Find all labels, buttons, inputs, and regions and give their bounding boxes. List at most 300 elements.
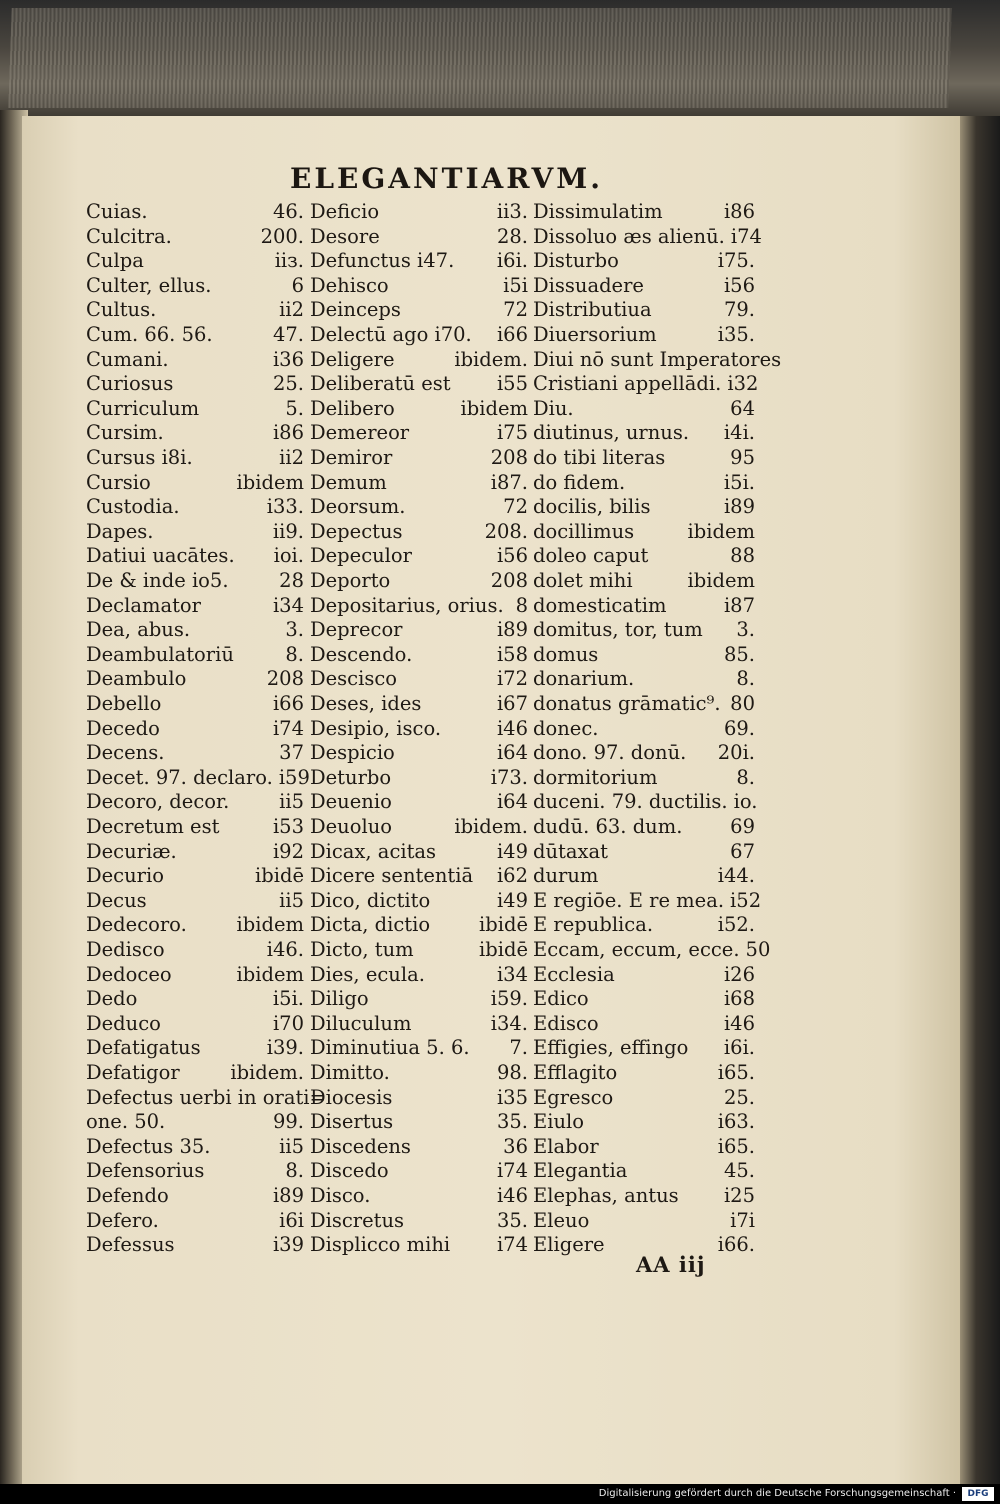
entry-term: Decretum est [86, 815, 220, 838]
index-entry [310, 274, 528, 298]
entry-term: Curriculum [86, 396, 200, 420]
entry-page-ref: i46 [496, 716, 528, 740]
entry-term: dudū. 63. dum. [533, 815, 683, 838]
index-entry [310, 594, 528, 618]
entry-term: Dicere sententiā [310, 864, 474, 888]
entry-term: Disco. [310, 1184, 371, 1207]
index-entry [86, 1036, 304, 1060]
entry-page-ref: i34 [496, 962, 528, 986]
entry-page-ref: 8 [515, 593, 528, 617]
index-entry [533, 1086, 755, 1110]
entry-page-ref: i67 [496, 692, 528, 715]
entry-term: dono. 97. donū. [533, 741, 687, 765]
index-entry [533, 1159, 755, 1183]
index-entry [310, 421, 528, 445]
index-entry [310, 1086, 528, 1110]
entry-term: Defendo [86, 1184, 169, 1207]
index-entry [310, 1233, 528, 1257]
index-entry [533, 790, 758, 814]
index-entry [310, 348, 528, 372]
entry-page-ref: i74 [496, 1159, 528, 1183]
entry-term: Despicio [310, 741, 395, 765]
entry-term: Dapes. [86, 519, 154, 543]
index-entry [533, 643, 755, 667]
entry-page-ref: i75 [496, 421, 528, 445]
index-entry [86, 1012, 304, 1036]
entry-page-ref: i46. [266, 938, 304, 961]
index-entry [310, 840, 528, 864]
entry-page-ref: i32 [727, 372, 759, 396]
entry-page-ref: ii5 [279, 888, 304, 912]
entry-page-ref: i55 [496, 372, 528, 396]
index-entry [533, 840, 755, 864]
entry-page-ref: i62 [496, 864, 528, 888]
entry-page-ref: ibidem [460, 396, 528, 420]
entry-term: durum [533, 864, 599, 888]
entry-page-ref: i73. [490, 765, 528, 789]
entry-term: Diligo [310, 987, 369, 1011]
entry-page-ref: i64 [496, 790, 528, 814]
entry-page-ref: i74 [730, 224, 762, 248]
entry-page-ref: 208 [490, 569, 528, 592]
entry-term: Dedo [86, 987, 138, 1011]
index-entry [86, 298, 304, 322]
index-entry [86, 864, 304, 888]
entry-page-ref: i5i. [272, 987, 304, 1011]
index-entry [533, 766, 755, 790]
entry-page-ref: i6i. [723, 1036, 755, 1060]
entry-page-ref: 85. [723, 642, 755, 666]
entry-term: dormitorium [533, 765, 658, 789]
entry-page-ref: 67 [730, 839, 755, 863]
entry-page-ref: ibidem [236, 913, 304, 937]
index-entry [86, 569, 304, 593]
index-entry [86, 741, 304, 765]
index-entry [86, 1085, 326, 1110]
entry-term: Diminutiua 5. 6. [310, 1036, 470, 1060]
index-entry [86, 938, 304, 962]
index-entry [310, 471, 528, 495]
index-entry [86, 1209, 304, 1233]
index-entry [86, 987, 304, 1011]
entry-term: Decoro, decor. [86, 790, 230, 814]
entry-page-ref: 64 [730, 396, 755, 420]
entry-term: Deorsum. [310, 495, 406, 519]
entry-page-ref: i56 [496, 544, 528, 568]
entry-page-ref: i89 [272, 1184, 304, 1207]
index-entry [86, 667, 304, 691]
entry-page-ref: 208 [490, 446, 528, 469]
index-entry [86, 765, 310, 790]
entry-term: Decedo [86, 716, 160, 740]
entry-term: Deficio [310, 200, 380, 223]
entry-page-ref: ibidē [479, 913, 528, 937]
entry-term: Dicto, tum [310, 938, 414, 961]
entry-term: Depectus [310, 519, 403, 543]
index-entry [533, 594, 755, 618]
entry-page-ref: i5i. [723, 470, 755, 494]
entry-term: Depositarius, orius. [310, 593, 504, 617]
entry-page-ref: 8. [736, 765, 755, 789]
index-entry [533, 888, 762, 913]
index-entry [86, 495, 304, 519]
entry-term: Deuenio [310, 790, 392, 814]
index-entry [86, 692, 304, 716]
index-entry [310, 446, 528, 470]
entry-page-ref: 47. [272, 323, 304, 346]
entry-term: Decus [86, 888, 147, 912]
index-entry [310, 913, 528, 937]
entry-term: do fidem. [533, 470, 626, 494]
entry-term: Diui nō sunt Imperatores [533, 347, 782, 371]
index-entry [533, 1184, 755, 1208]
entry-term: do tibi literas [533, 446, 666, 469]
index-entry [86, 963, 304, 987]
entry-page-ref: 99. [272, 1110, 304, 1134]
entry-page-ref: i65. [717, 1134, 755, 1158]
index-entry [310, 1110, 528, 1134]
entry-term: Deinceps [310, 298, 401, 322]
entry-term: domesticatim [533, 593, 667, 617]
entry-term: Cursus i8i. [86, 446, 193, 469]
index-entry [86, 717, 304, 741]
entry-term: Defunctus i47. [310, 249, 455, 273]
entry-page-ref: iiз. [274, 249, 304, 273]
index-entry [533, 963, 755, 987]
index-entry [533, 421, 755, 445]
entry-page-ref: ibidem [687, 519, 755, 543]
entry-page-ref: i7i [730, 1208, 755, 1232]
entry-page-ref: 72 [503, 298, 528, 322]
entry-term: Elegantia [533, 1159, 628, 1183]
index-entry [310, 520, 528, 544]
index-entry [310, 815, 528, 839]
entry-page-ref: i46 [496, 1184, 528, 1207]
index-entry [533, 913, 755, 937]
entry-page-ref: i74 [496, 1233, 528, 1257]
index-entry [533, 372, 759, 396]
entry-term: Deses, ides [310, 692, 422, 715]
signature-mark: AA iij [636, 1252, 706, 1277]
entry-page-ref: 5. [285, 396, 304, 420]
dfg-logo-icon: DFG [962, 1487, 994, 1501]
entry-term: donarium. [533, 667, 635, 691]
entry-term: docillimus [533, 519, 635, 543]
entry-page-ref: i44. [717, 864, 755, 888]
entry-term: Distributiua [533, 298, 652, 322]
entry-term: Defatigatus [86, 1036, 201, 1060]
entry-term: Curiosus [86, 372, 174, 396]
entry-term: Diuersorium [533, 323, 657, 346]
entry-page-ref: 80 [730, 692, 755, 715]
entry-term: Deambulatoriū [86, 642, 234, 666]
index-entry [86, 446, 304, 470]
index-entry [310, 889, 528, 913]
entry-term: Elephas, antus [533, 1184, 679, 1207]
entry-term: Declamator [86, 593, 201, 617]
entry-term: Delectū ago i70. [310, 323, 472, 346]
entry-page-ref: 20i. [717, 741, 755, 765]
entry-page-ref: ibidem. [454, 815, 528, 838]
entry-term: Debello [86, 692, 162, 715]
index-entry [533, 1135, 755, 1159]
entry-page-ref: i72 [496, 667, 528, 691]
index-entry [533, 397, 755, 421]
entry-page-ref: i86 [723, 200, 755, 223]
entry-term: Deligere [310, 347, 395, 371]
entry-page-ref: i33. [266, 495, 304, 519]
entry-term: Diocesis [310, 1085, 393, 1109]
index-entry [86, 1110, 304, 1134]
entry-term: Cursio [86, 470, 151, 494]
index-entry [533, 471, 755, 495]
entry-term: Discedo [310, 1159, 389, 1183]
entry-term: Datiui uacātes. [86, 544, 235, 568]
index-entry [310, 1061, 528, 1085]
entry-page-ref: i53 [272, 815, 304, 838]
index-entry [310, 249, 528, 273]
index-entry [533, 569, 755, 593]
entry-page-ref: ibidem [687, 569, 755, 592]
entry-term: duceni. 79. ductilis. [533, 790, 728, 814]
index-entry [310, 1135, 528, 1159]
entry-term: Decuriæ. [86, 839, 177, 863]
entry-page-ref: ii2 [279, 446, 304, 469]
index-entry [533, 446, 755, 470]
entry-term: Depeculor [310, 544, 412, 568]
index-entry [86, 520, 304, 544]
entry-term: Decurio [86, 864, 164, 888]
entry-page-ref: i87. [490, 470, 528, 494]
entry-term: E regiōe. E re mea. [533, 888, 725, 912]
entry-page-ref: ibidem [236, 470, 304, 494]
entry-term: Defessus [86, 1233, 175, 1257]
entry-page-ref: 79. [723, 298, 755, 322]
entry-page-ref: 208. [484, 519, 528, 543]
entry-term: Dissimulatim [533, 200, 663, 223]
entry-term: Desore [310, 224, 380, 248]
entry-term: Decens. [86, 741, 165, 765]
entry-term: Delibero [310, 396, 395, 420]
entry-term: Dimitto. [310, 1061, 390, 1084]
entry-term: Decet. 97. declaro. [86, 765, 273, 789]
entry-page-ref: i89 [723, 495, 755, 519]
entry-page-ref: 28. [496, 224, 528, 248]
index-entry [310, 1159, 528, 1183]
index-entry [86, 840, 304, 864]
index-entry [533, 815, 755, 839]
entry-page-ref: 8. [285, 642, 304, 666]
entry-page-ref: i59. [490, 987, 528, 1011]
entry-term: Culpa [86, 249, 144, 273]
index-entry [533, 298, 755, 322]
entry-term: Defectus uerbi in orati= [86, 1085, 326, 1109]
entry-page-ref: 25. [272, 372, 304, 396]
index-entry [310, 544, 528, 568]
index-entry [533, 717, 755, 741]
entry-term: Deduco [86, 1011, 161, 1035]
entry-term: Egresco [533, 1085, 614, 1109]
index-entry [86, 594, 304, 618]
entry-term: Defensorius [86, 1159, 205, 1183]
entry-page-ref: i64 [496, 741, 528, 765]
entry-page-ref: 36 [503, 1134, 528, 1158]
entry-term: Dedoceo [86, 962, 172, 986]
entry-page-ref: i39 [272, 1233, 304, 1257]
entry-term: Cuias. [86, 200, 148, 223]
entry-term: Descendo. [310, 642, 413, 666]
index-entry [533, 1012, 755, 1036]
index-entry [310, 225, 528, 249]
entry-page-ref: ibidē [255, 864, 304, 888]
index-entry [310, 766, 528, 790]
entry-page-ref: 37 [279, 741, 304, 765]
index-entry [533, 741, 755, 765]
entry-term: Deuoluo [310, 815, 393, 838]
entry-page-ref: ii5 [279, 1134, 304, 1158]
entry-page-ref: 98. [496, 1061, 528, 1084]
entry-page-ref: 46. [272, 200, 304, 223]
entry-term: doleo caput [533, 544, 649, 568]
index-entry [86, 397, 304, 421]
entry-term: Eligere [533, 1233, 605, 1257]
index-entry [533, 323, 755, 347]
index-entry [310, 692, 528, 716]
entry-page-ref: i4i. [723, 421, 755, 445]
index-entry [86, 274, 304, 298]
entry-term: Disertus [310, 1110, 394, 1134]
entry-term: Disturbo [533, 249, 619, 273]
entry-page-ref: i26 [723, 962, 755, 986]
index-entry [310, 741, 528, 765]
digitization-footer [0, 1484, 1000, 1504]
index-entry [310, 1184, 528, 1208]
entry-page-ref: i74 [272, 716, 304, 740]
entry-page-ref: 25. [723, 1085, 755, 1109]
index-entry [310, 569, 528, 593]
entry-page-ref: ii2 [279, 298, 304, 322]
index-entry [533, 274, 755, 298]
entry-term: docilis, bilis [533, 495, 651, 519]
index-entry [310, 790, 528, 814]
index-entry [86, 544, 304, 568]
entry-term: Deliberatū est [310, 372, 451, 396]
index-entry [533, 618, 755, 642]
index-entry [86, 348, 304, 372]
entry-page-ref: 3. [285, 618, 304, 642]
entry-page-ref: i36 [272, 347, 304, 371]
index-entry [310, 717, 528, 741]
entry-term: Edisco [533, 1011, 599, 1035]
entry-page-ref: 6 [291, 273, 304, 297]
index-entry [86, 1159, 304, 1183]
entry-term: Dico, dictito [310, 888, 431, 912]
entry-term: Dissoluo æs alienū. [533, 224, 725, 248]
index-entry [86, 225, 304, 249]
index-entry [533, 544, 755, 568]
entry-term: Deturbo [310, 765, 392, 789]
entry-page-ref: i34. [490, 1011, 528, 1035]
index-entry [310, 397, 528, 421]
index-entry [310, 1012, 528, 1036]
index-entry [86, 249, 304, 273]
entry-page-ref: ibidem. [454, 347, 528, 371]
index-entry [533, 200, 755, 224]
index-entry [310, 618, 528, 642]
entry-term: E republica. [533, 913, 654, 937]
entry-page-ref: i66 [272, 692, 304, 715]
entry-page-ref: 69 [730, 815, 755, 838]
entry-term: Cristiani appellādi. [533, 372, 722, 396]
index-entry [310, 1036, 528, 1060]
index-entry [533, 692, 755, 716]
index-entry [533, 1061, 755, 1085]
entry-term: Dies, ecula. [310, 962, 425, 986]
entry-page-ref: i92 [272, 839, 304, 863]
entry-page-ref: i66 [496, 323, 528, 346]
index-entry [533, 987, 755, 1011]
entry-page-ref: i56 [723, 273, 755, 297]
index-entry [310, 938, 528, 962]
index-entry [533, 249, 755, 273]
entry-page-ref: i25 [723, 1184, 755, 1207]
entry-page-ref: 88 [730, 544, 755, 568]
entry-page-ref: i89 [496, 618, 528, 642]
entry-page-ref: 7. [509, 1036, 528, 1060]
entry-page-ref: 72 [503, 495, 528, 519]
index-entry [533, 495, 755, 519]
entry-term: Deprecor [310, 618, 403, 642]
entry-term: domus [533, 642, 599, 666]
entry-page-ref: ibidē [479, 938, 528, 961]
entry-page-ref: 3. [736, 618, 755, 642]
entry-page-ref: ii5 [279, 790, 304, 814]
index-entry [533, 1110, 755, 1134]
entry-page-ref: 45. [723, 1159, 755, 1183]
entry-page-ref: 8. [736, 667, 755, 691]
index-entry [310, 864, 528, 888]
entry-term: Dissuadere [533, 273, 644, 297]
entry-term: donec. [533, 716, 599, 740]
entry-page-ref: 208 [266, 667, 304, 691]
index-entry [310, 987, 528, 1011]
entry-term: Dedisco [86, 938, 165, 961]
entry-page-ref: i39. [266, 1036, 304, 1060]
entry-term: Culcitra. [86, 224, 172, 248]
entry-term: Edico [533, 987, 589, 1011]
entry-term: Cumani. [86, 347, 169, 371]
entry-page-ref: i5i [503, 273, 528, 297]
page-heading: ELEGANTIARVM. [290, 162, 603, 195]
index-entry [533, 938, 771, 962]
entry-term: Efflagito [533, 1061, 618, 1084]
entry-term: Dea, abus. [86, 618, 191, 642]
entry-term: Eleuo [533, 1208, 590, 1232]
index-entry [86, 1061, 304, 1085]
index-entry [86, 1184, 304, 1208]
entry-term: Eiulo [533, 1110, 585, 1134]
index-entry [533, 520, 755, 544]
entry-page-ref: i58 [496, 642, 528, 666]
entry-page-ref: ii9. [272, 519, 304, 543]
index-entry [86, 471, 304, 495]
entry-term: Desipio, isco. [310, 716, 442, 740]
index-entry [86, 913, 304, 937]
entry-page-ref: i70 [272, 1011, 304, 1035]
entry-page-ref: i75. [717, 249, 755, 273]
entry-page-ref: i52. [717, 913, 755, 937]
entry-page-ref: 35. [496, 1110, 528, 1134]
